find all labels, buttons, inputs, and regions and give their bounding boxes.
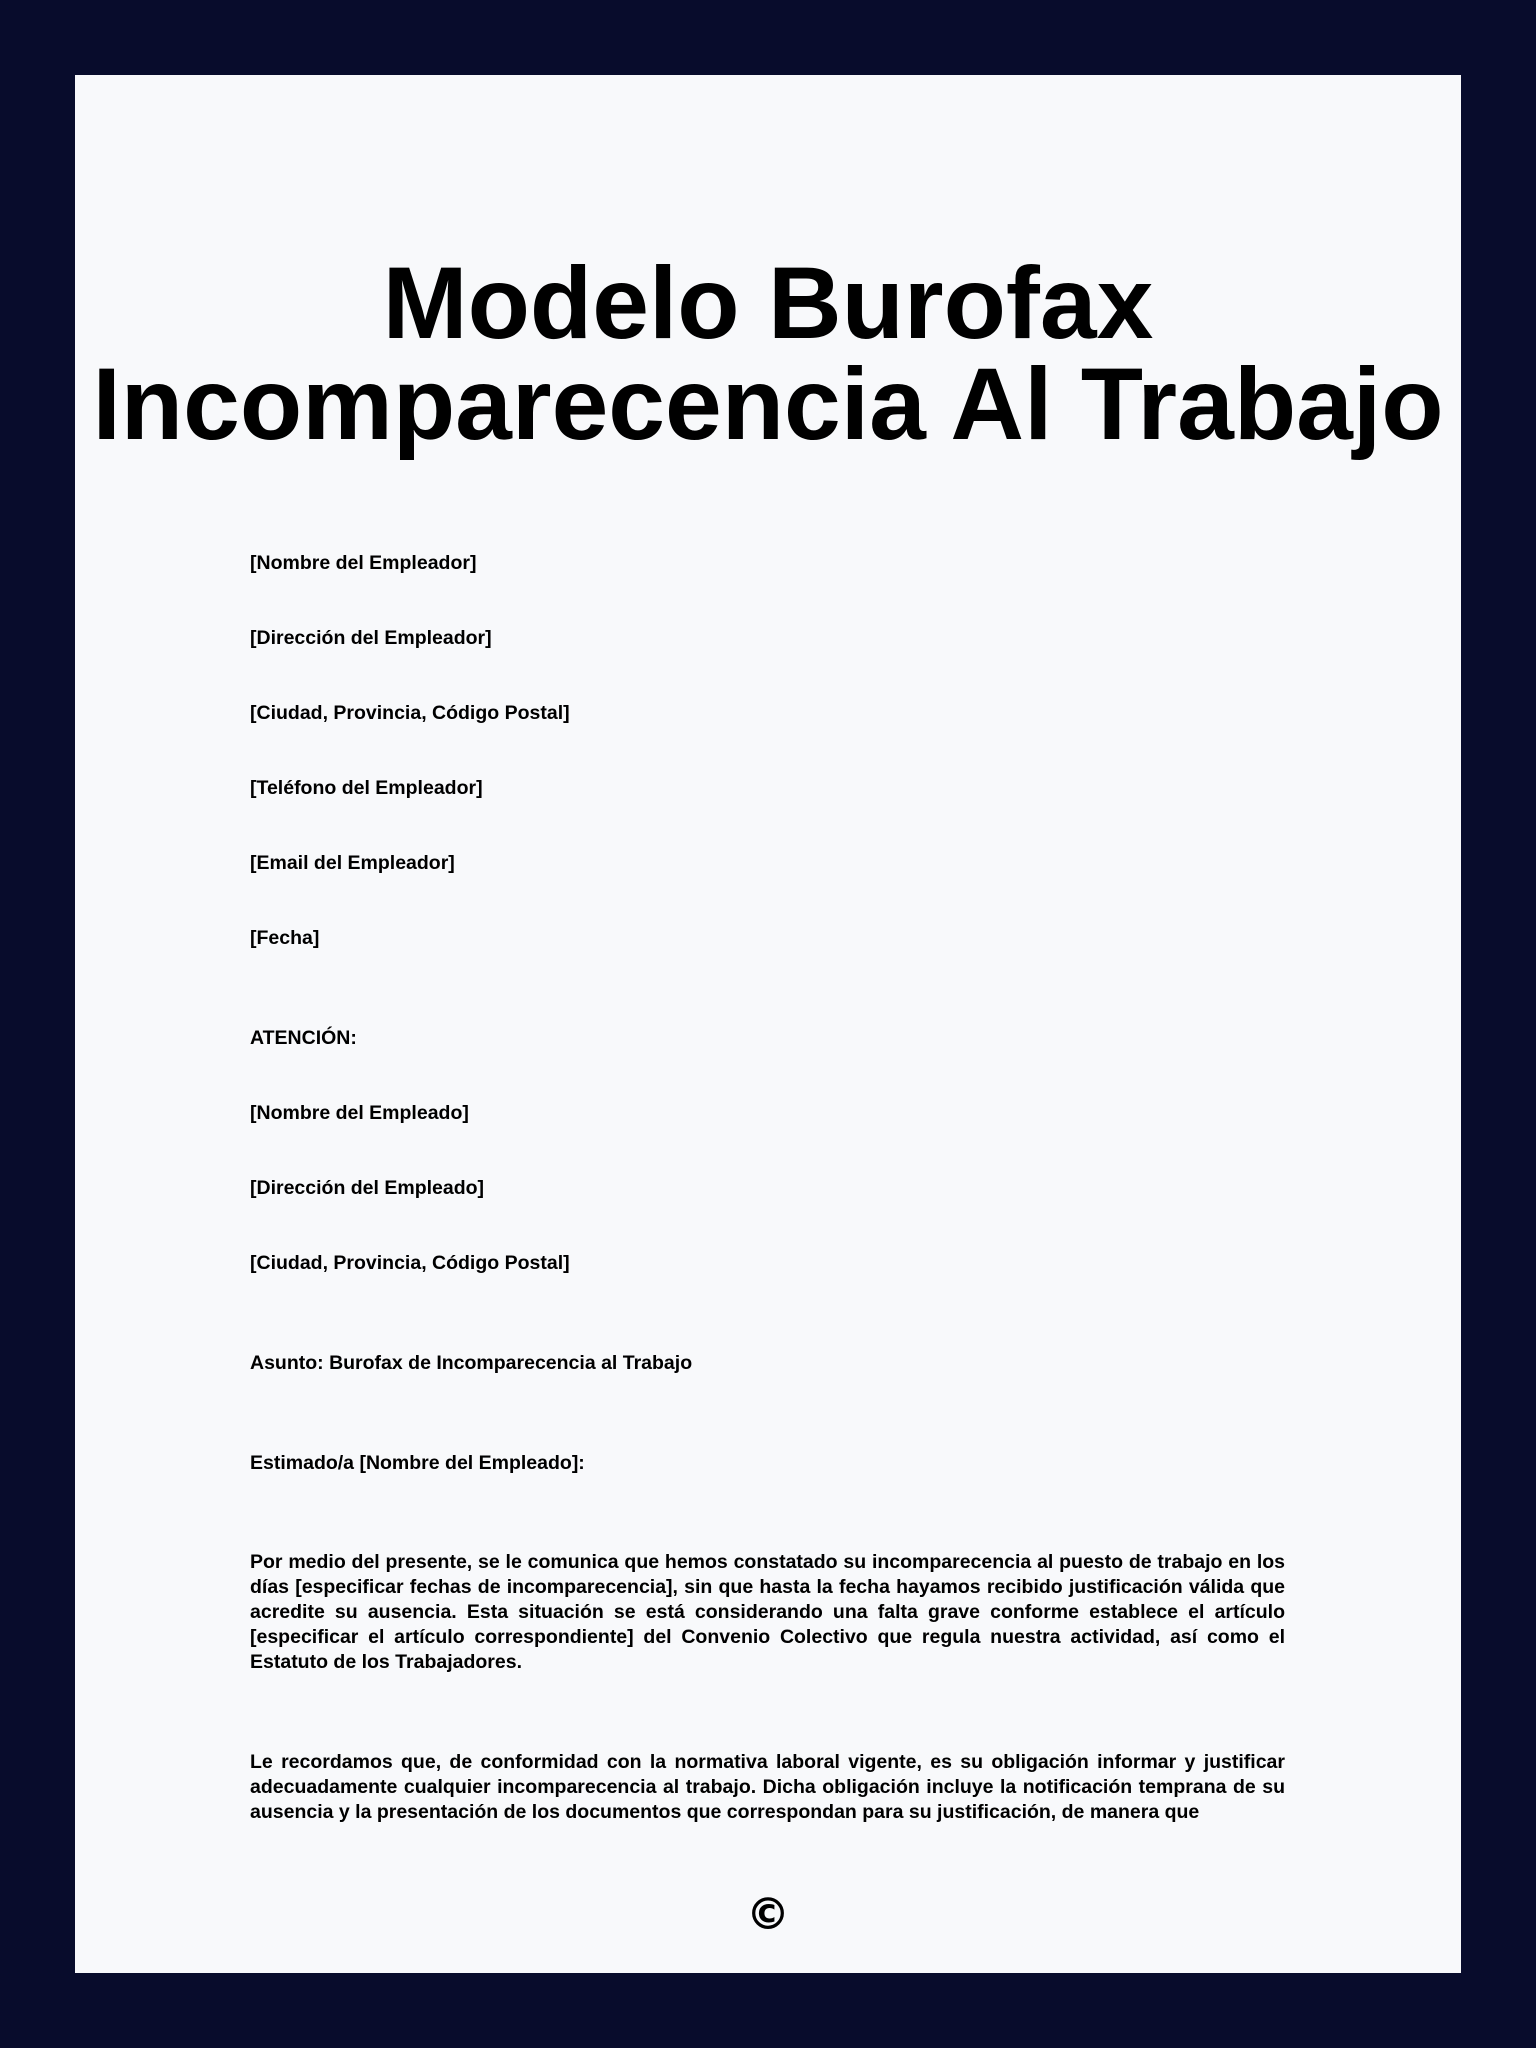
employer-name: [Nombre del Empleador] (250, 552, 477, 574)
employee-city: [Ciudad, Provincia, Código Postal] (250, 1252, 570, 1274)
employer-city: [Ciudad, Provincia, Código Postal] (250, 702, 570, 724)
paragraph-1: Por medio del presente, se le comunica que hemos constatado su incomparecencia al puesto de trabajo en los días [especificar fechas de incomparecencia], sin que hasta la fecha hayamos recibido justificación válida que acredite su ausencia. Esta situación se está considerando una falta grave conforme establece el artículo [especificar el artículo correspondiente] del Convenio Colectivo que regula nuestra actividad, así como el Estatuto de los Trabajadores. (250, 1551, 1285, 1673)
employer-email: [Email del Empleador] (250, 852, 455, 874)
letter-date: [Fecha] (250, 927, 320, 949)
document-title-line-1: Modelo Burofax (382, 246, 1154, 360)
document-title-line-2: Incomparecencia Al Trabajo (92, 347, 1444, 461)
subject-line: Asunto: Burofax de Incomparecencia al Trabajo (250, 1352, 693, 1374)
document-title (75, 246, 1461, 461)
document-page (75, 75, 1461, 1973)
employer-address: [Dirección del Empleador] (250, 627, 492, 649)
attention-label: ATENCIÓN: (250, 1027, 357, 1049)
paragraph-2-clip (250, 1750, 1290, 1826)
employee-address: [Dirección del Empleado] (250, 1177, 485, 1199)
employee-name: [Nombre del Empleado] (250, 1102, 469, 1124)
employer-phone: [Teléfono del Empleador] (250, 777, 483, 799)
greeting-line: Estimado/a [Nombre del Empleado]: (250, 1452, 585, 1474)
copyright-icon: © (746, 1889, 790, 1940)
paragraph-2: Le recordamos que, de conformidad con la normativa laboral vigente, es su obligación informar y justificar adecuadamente cualquier incomparecencia al trabajo. Dicha obligación incluye la notificación temprana de su ausencia y la presentación de los documentos que correspondan para su justificación, de manera que (250, 1751, 1285, 1823)
